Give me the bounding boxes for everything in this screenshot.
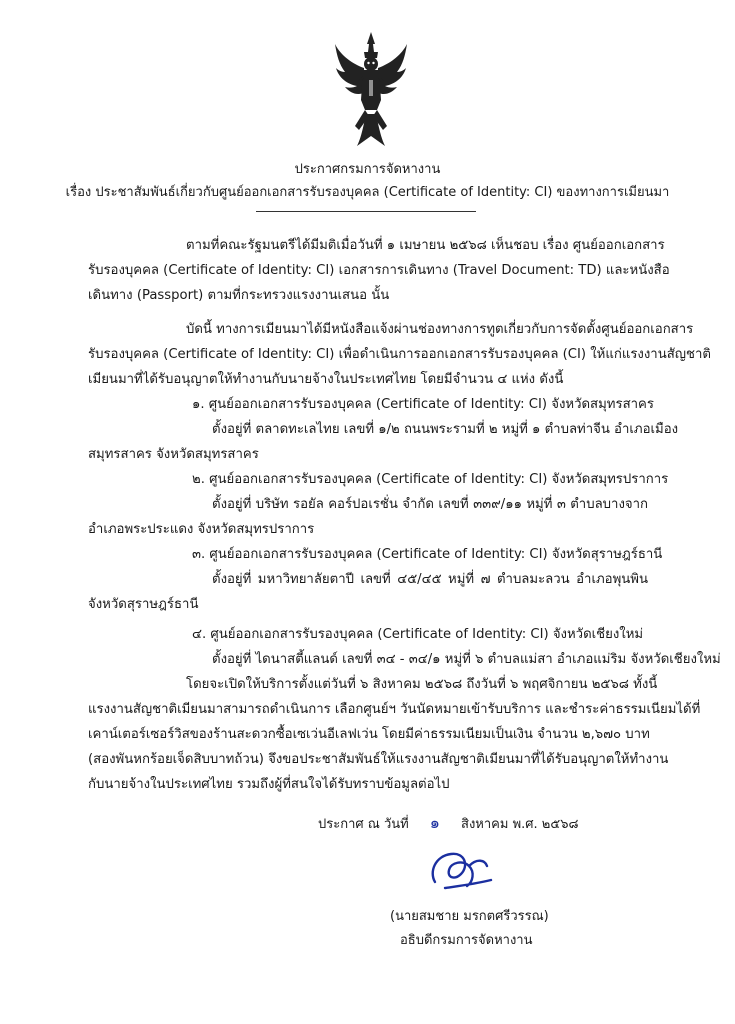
- signatory-name: (นายสมชาย มรกตศรีวรรณ): [390, 909, 549, 924]
- center-address: ตั้งอยู่ที่ มหาวิทยาลัยตาปี เลขที่ ๔๕/๔๕ หมู่ที่ ๗ ตำบลมะลวน อำเภอพุนพิน: [212, 572, 648, 587]
- center-address: อำเภอพระประแดง จังหวัดสมุทรปราการ: [88, 522, 315, 537]
- title-divider: [256, 211, 476, 212]
- para2-line: เมียนมาที่ได้รับอนุญาตให้ทำงานกับนายจ้างในประเทศไทย โดยมีจำนวน ๔ แห่ง ดังนี้: [88, 372, 564, 387]
- center-address: ตั้งอยู่ที่ บริษัท รอยัล คอร์ปอเรชั่น จำกัด เลขที่ ๓๓๙/๑๑ หมู่ที่ ๓ ตำบลบางจาก: [212, 497, 648, 512]
- announce-date: [318, 811, 578, 836]
- para1-line: ตามที่คณะรัฐมนตรีได้มีมติเมื่อวันที่ ๑ เมษายน ๒๕๖๘ เห็นชอบ เรื่อง ศูนย์ออกเอกสาร: [186, 238, 665, 253]
- para3-line: แรงงานสัญชาติเมียนมาสามารถดำเนินการ เลือกศูนย์ฯ วันนัดหมายเข้ารับบริการ และชำระค่าธรรมเนียมได้ที่: [88, 702, 701, 717]
- para3-line: กับนายจ้างในประเทศไทย รวมถึงผู้ที่สนใจได้รับทราบข้อมูลต่อไป: [88, 777, 450, 792]
- center-address: ตั้งอยู่ที่ ตลาดทะเลไทย เลขที่ ๑/๒ ถนนพระรามที่ ๒ หมู่ที่ ๑ ตำบลท่าจีน อำเภอเมือง: [212, 422, 679, 437]
- para2-line: บัดนี้ ทางการเมียนมาได้มีหนังสือแจ้งผ่านช่องทางการทูตเกี่ยวกับการจัดตั้งศูนย์ออกเอกสาร: [186, 322, 694, 337]
- center-title: ๓. ศูนย์ออกเอกสารรับรองบุคคล (Certificate of Identity: CI) จังหวัดสุราษฎร์ธานี: [192, 547, 663, 562]
- center-title: ๒. ศูนย์ออกเอกสารรับรองบุคคล (Certificate of Identity: CI) จังหวัดสมุทรปราการ: [192, 472, 669, 487]
- signature-icon: [425, 842, 495, 894]
- center-address: ตั้งอยู่ที่ ไดนาสตี้แลนด์ เลขที่ ๓๔ - ๓๔/๑ หมู่ที่ ๖ ตำบลแม่สา อำเภอแม่ริม จังหวัดเชียงใหม่: [212, 652, 721, 667]
- center-title: ๔. ศูนย์ออกเอกสารรับรองบุคคล (Certificate of Identity: CI) จังหวัดเชียงใหม่: [192, 627, 644, 642]
- center-address: สมุทรสาคร จังหวัดสมุทรสาคร: [88, 447, 259, 462]
- announcement-title: ประกาศกรมการจัดหางาน: [294, 162, 441, 177]
- para1-line: เดินทาง (Passport) ตามที่กระทรวงแรงงานเสนอ นั้น: [88, 288, 390, 303]
- announcement-subject: เรื่อง ประชาสัมพันธ์เกี่ยวกับศูนย์ออกเอกสารรับรองบุคคล (Certificate of Identity: CI) ของทางการเมียนมา: [65, 185, 670, 200]
- announce-day: ๑: [429, 813, 440, 832]
- para3-line: โดยจะเปิดให้บริการตั้งแต่วันที่ ๖ สิงหาคม ๒๕๖๘ ถึงวันที่ ๖ พฤศจิกายน ๒๕๖๘ ทั้งนี้: [186, 677, 658, 692]
- para2-line: รับรองบุคคล (Certificate of Identity: CI) เพื่อดำเนินการออกเอกสารรับรองบุคคล (CI) ให้แก่แรงงานสัญชาติ: [88, 347, 711, 362]
- center-address: จังหวัดสุราษฎร์ธานี: [88, 597, 199, 612]
- announce-month-year: สิงหาคม พ.ศ. ๒๕๖๘: [461, 817, 579, 832]
- center-title: ๑. ศูนย์ออกเอกสารรับรองบุคคล (Certificate of Identity: CI) จังหวัดสมุทรสาคร: [192, 397, 654, 412]
- para3-line: (สองพันหกร้อยเจ็ดสิบบาทถ้วน) จึงขอประชาสัมพันธ์ให้แรงงานสัญชาติเมียนมาที่ได้รับอนุญาตให้ทำงาน: [88, 752, 669, 767]
- para3-line: เคาน์เตอร์เซอร์วิสของร้านสะดวกซื้อเซเว่นอีเลฟเว่น โดยมีค่าธรรมเนียมเป็นเงิน จำนวน ๒,๖๗๐ บาท: [88, 727, 650, 742]
- garuda-emblem-icon: [333, 30, 409, 148]
- signatory-position: อธิบดีกรมการจัดหางาน: [400, 933, 533, 948]
- announce-prefix: ประกาศ ณ วันที่: [318, 817, 409, 832]
- para1-line: รับรองบุคคล (Certificate of Identity: CI) เอกสารการเดินทาง (Travel Document: TD) และหนังสือ: [88, 263, 670, 278]
